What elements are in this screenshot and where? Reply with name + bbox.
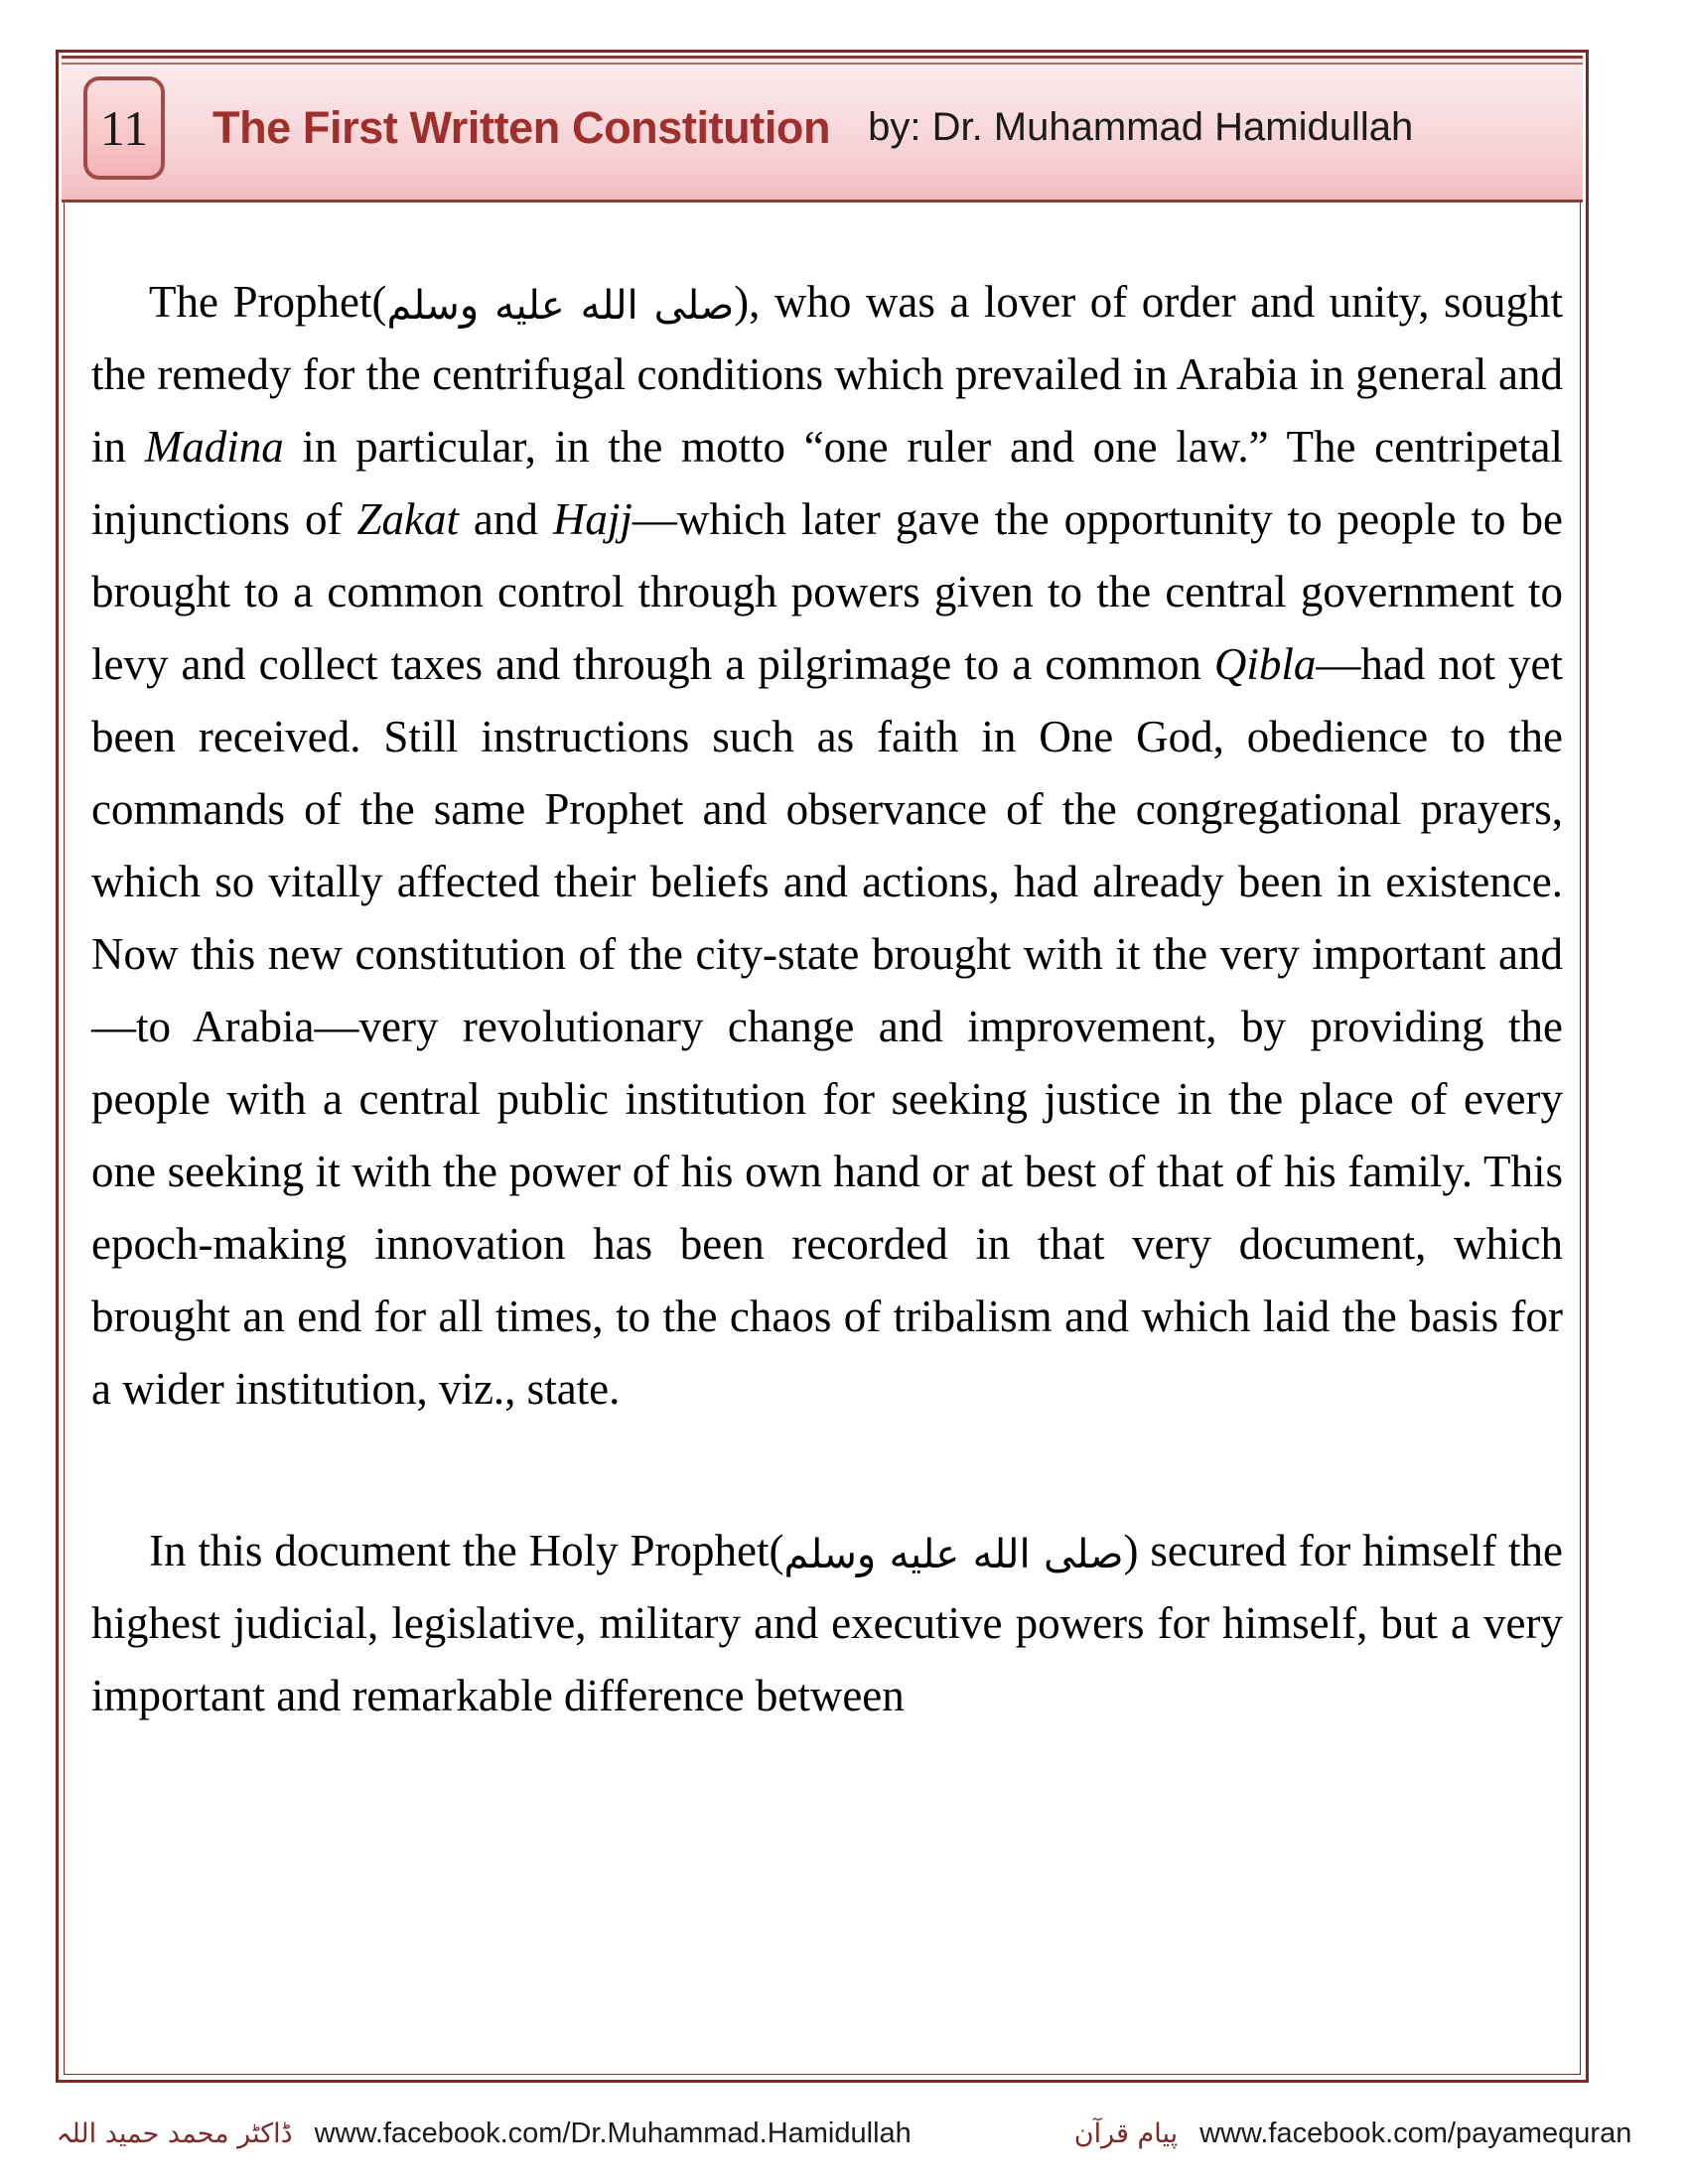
- p1-text-part2: ), who was a lover of order and unity, sought the remedy for the centrifugal conditions which prevailed in Arabia in general and in: [91, 277, 1564, 472]
- p2-text-part2: ) secured for himself the highest judicial, legislative, military and executive powers for himself, but a very important and remarkable difference between: [91, 1526, 1564, 1720]
- p1-text-part3: in particular, in the motto “one ruler and one law.” The centripetal injunctions of: [91, 422, 1563, 544]
- footer-left-group: [57, 2117, 912, 2150]
- p1-italic-qibla: Qibla: [1213, 639, 1317, 689]
- footer-right-url[interactable]: www.facebook.com/payamequran: [1199, 2116, 1632, 2149]
- sallallahu-alayhi-wasallam-icon: صلى الله عليه وسلم: [783, 1532, 1124, 1577]
- p1-text-part1: The Prophet(: [149, 277, 387, 327]
- p1-text-part5: —which later gave the opportunity to people to be brought to a common control through powers given to the central government to levy and collect taxes and through a pilgrimage to a common: [91, 494, 1563, 689]
- p1-text-part6: —had not yet been received. Still instructions such as faith in One God, obedience to the commands of the same Prophet and observance of the congregational prayers, which so vitally affected their beliefs and actions, had already been in existence. Now this new constitution of the city-state brought with it the very important and—to Arabia—very revolutionary change and improvement, by providing the people with a central public institution for seeking justice in the place of every one seeking it with the power of his own hand or at best of that of his family. This epoch-making innovation has been recorded in that very document, which brought an end for all times, to the chaos of tribalism and which laid the basis for a wider institution, viz., state.: [91, 639, 1564, 1414]
- p1-text-part4: and: [458, 494, 553, 544]
- footer-left-urdu-label: ڈاکٹر محمد حمید اللہ: [56, 2117, 293, 2149]
- page-header: [62, 56, 1583, 203]
- author-attribution: by: Dr. Muhammad Hamidullah: [868, 105, 1414, 149]
- document-body: [91, 266, 1563, 1732]
- p1-italic-madina: Madina: [144, 422, 284, 472]
- footer-right-urdu-label: پیام قرآن: [1073, 2117, 1179, 2149]
- footer-right-group: [1074, 2117, 1632, 2150]
- paragraph-1: [91, 266, 1563, 1426]
- footer-left-url[interactable]: www.facebook.com/Dr.Muhammad.Hamidullah: [314, 2116, 912, 2149]
- p2-text-part1: In this document the Holy Prophet(: [149, 1526, 784, 1575]
- page-title: The First Written Constitution: [212, 101, 831, 153]
- p1-italic-hajj: Hajj: [552, 494, 633, 544]
- page-number-label: 11: [99, 99, 149, 156]
- sallallahu-alayhi-wasallam-icon: صلى الله عليه وسلم: [386, 283, 735, 329]
- page-footer: [0, 2103, 1688, 2164]
- paragraph-2: [91, 1515, 1563, 1732]
- page-number-badge: [83, 76, 165, 180]
- p1-italic-zakat: Zakat: [356, 494, 459, 544]
